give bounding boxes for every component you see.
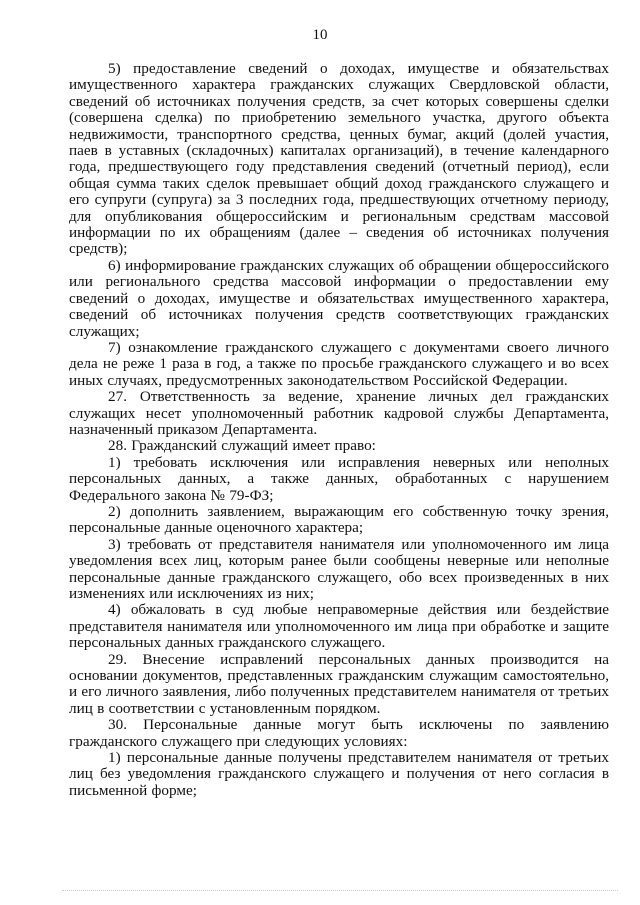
paragraph-item-6: 6) информирование гражданских служащих об обращении общероссийского или регионального средства массовой информации о предоставлении ему сведений о доходах, имуществе и обязательствах имущественного характера, сведений об источниках получения средств соответствующих гражданских служащих; (69, 256, 609, 340)
paragraph-right-3: 3) требовать от представителя нанимателя или уполномоченного им лица уведомления всех лиц, которым ранее были сообщены неверные или неполные персональные данные гражданского служащего, обо всех произведенных в них изменениях или исключениях из них; (69, 535, 609, 602)
document-body (69, 61, 609, 799)
paragraph-right-4: 4) обжаловать в суд любые неправомерные действия или бездействие представителя нанимателя или уполномоченного им лица при обработке и защите персональных данных гражданского служащего. (69, 601, 609, 652)
page-bottom-edge (62, 890, 618, 891)
page-number: 10 (312, 27, 328, 43)
paragraph-condition-1: 1) персональные данные получены представителем нанимателя от третьих лиц без уведомления гражданского служащего и получения от него согласия в письменной форме; (69, 749, 609, 799)
paragraph-clause-29: 29. Внесение исправлений персональных данных производится на основании документов, представленных гражданским служащим самостоятельно, и его личного заявления, либо полученных представителем нанимателя от третьих лиц в соответствии с установленным порядком. (69, 650, 609, 717)
paragraph-item-7: 7) ознакомление гражданского служащего с документами своего личного дела не реже 1 раза в год, а также по просьбе гражданского служащего и во всех иных случаях, предусмотренных законодательством Российской Федерации. (69, 338, 609, 389)
paragraph-clause-28: 28. Гражданский служащий имеет право: (108, 437, 376, 455)
paragraph-item-5: 5) предоставление сведений о доходах, имуществе и обязательствах имущественного характера гражданских служащих Свердловской области, сведений об источниках получения средств, за счет которых совершены сделки (совершена сделка) по приобретению земельного участка, другого объекта недвижимости, транспортного средства, ценных бумаг, акций (долей участия, паев в уставных (складочных) капиталах организаций), в течение календарного года, предшествующего году представления сведений (отчетный период), если общая сумма таких сделок превышает общий доход гражданского служащего и его супруги (супруга) за 3 последних года, предшествующих отчетному периоду, для опубликования общероссийским и региональным средствам массовой информации по их обращениям (далее – сведения об источниках получения средств); (69, 60, 609, 258)
paragraph-clause-30: 30. Персональные данные могут быть исключены по заявлению гражданского служащего при следующих условиях: (69, 716, 609, 750)
paragraph-right-1: 1) требовать исключения или исправления неверных или неполных персональных данных, а также данных, обработанных с нарушением Федерального закона № 79-ФЗ; (69, 453, 609, 504)
paragraph-clause-27: 27. Ответственность за ведение, хранение личных дел гражданских служащих несет уполномоченный работник кадровой службы Департамента, назначенный приказом Департамента. (69, 388, 609, 438)
paragraph-right-2: 2) дополнить заявлением, выражающим его собственную точку зрения, персональные данные оценочного характера; (69, 502, 609, 537)
